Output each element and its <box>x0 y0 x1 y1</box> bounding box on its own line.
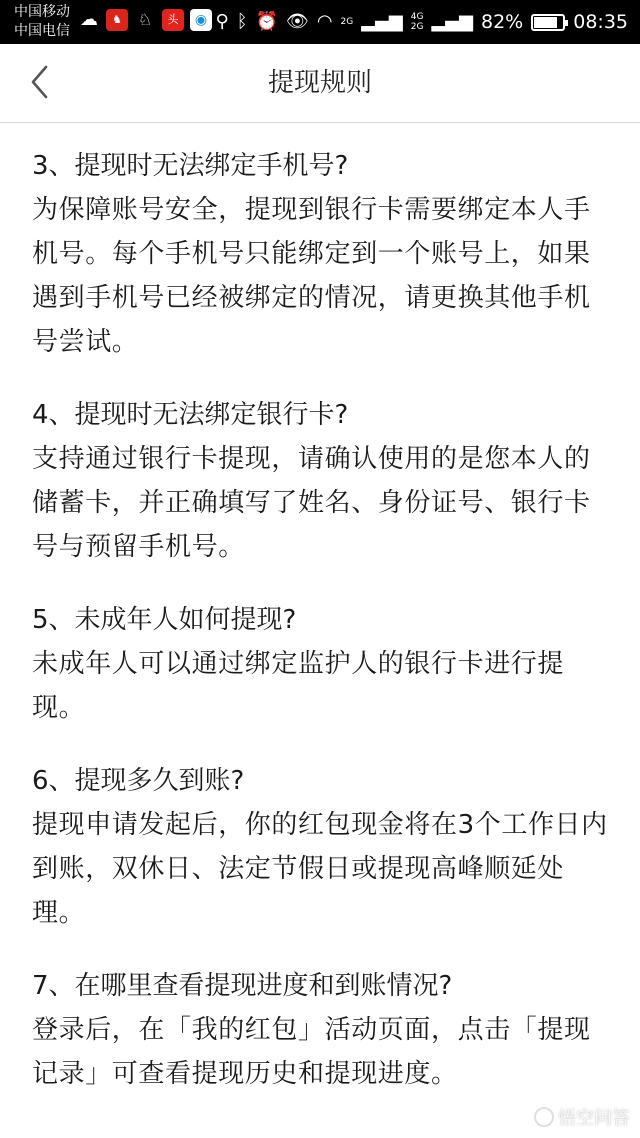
faq-answer: 登录后，在「我的红包」活动页面，点击「提现记录」可查看提现历史和提现进度。 <box>32 1015 591 1089</box>
bluetooth-icon: ᛒ <box>236 11 248 32</box>
faq-answer: 支持通过银行卡提现，请确认使用的是您本人的储蓄卡，并正确填写了姓名、身份证号、银行卡号与预留手机号。 <box>32 444 591 562</box>
faq-answer: 未成年人可以通过绑定监护人的银行卡进行提现。 <box>32 649 565 723</box>
weather-cloud-icon: ☁ <box>80 9 98 30</box>
carrier-1-label: 中国移动 <box>14 4 70 20</box>
faq-answer: 提现申请发起后，你的红包现金将在3个工作日内到账，双休日、法定节假日或提现高峰顺延处理。 <box>32 810 608 928</box>
carrier-info <box>14 3 70 41</box>
network-type-icon <box>341 17 354 27</box>
wifi-icon: ◠ <box>316 11 333 32</box>
network-top-label: 2G <box>340 17 354 27</box>
squirrel-app-icon: ♘ <box>137 10 153 29</box>
faq-content <box>32 144 614 1125</box>
network-4g-label: 4G <box>410 12 424 22</box>
nav-bar <box>0 44 640 123</box>
faq-item-5 <box>32 598 614 730</box>
faq-item-4 <box>32 393 614 569</box>
battery-level <box>534 17 557 28</box>
faq-question: 3、提现时无法绑定手机号? <box>32 151 349 181</box>
battery-icon <box>531 14 565 31</box>
eye-comfort-icon: 👁 <box>285 11 309 32</box>
battery-percent: 82% <box>481 11 524 33</box>
wukong-logo-icon <box>534 1107 554 1127</box>
location-pin-icon: ⚲ <box>215 11 229 32</box>
faq-item-3 <box>32 144 614 364</box>
watermark <box>534 1104 630 1130</box>
alarm-clock-icon: ⏰ <box>255 11 278 32</box>
signal-bars-icon-2: ▂▄▆ <box>431 11 473 32</box>
browser-app-icon: ◉ <box>190 9 212 31</box>
faq-question: 5、未成年人如何提现? <box>32 605 297 635</box>
signal-bars-icon: ▂▄▆ <box>361 11 403 32</box>
status-right <box>216 0 628 44</box>
toutiao-app-icon: 头 <box>162 9 184 31</box>
faq-answer: 为保障账号安全，提现到银行卡需要绑定本人手机号。每个手机号只能绑定到一个账号上，如果遇到手机号已经被绑定的情况，请更换其他手机号尝试。 <box>32 195 591 357</box>
notification-icons <box>78 9 212 31</box>
faq-item-6 <box>32 759 614 935</box>
faq-question: 7、在哪里查看提现进度和到账情况? <box>32 971 453 1001</box>
watermark-text: 悟空问答 <box>558 1108 630 1129</box>
carrier-2-label: 中国电信 <box>14 23 70 39</box>
faq-question: 4、提现时无法绑定银行卡? <box>32 400 349 430</box>
status-bar <box>0 0 640 44</box>
network-type-icon-2 <box>411 12 424 32</box>
clock-time: 08:35 <box>573 11 628 33</box>
faq-question: 6、提现多久到账? <box>32 766 245 796</box>
network-2g-label: 2G <box>410 22 424 32</box>
app-red-icon: ♞ <box>106 9 128 31</box>
faq-item-7 <box>32 964 614 1096</box>
page-title: 提现规则 <box>267 68 372 98</box>
